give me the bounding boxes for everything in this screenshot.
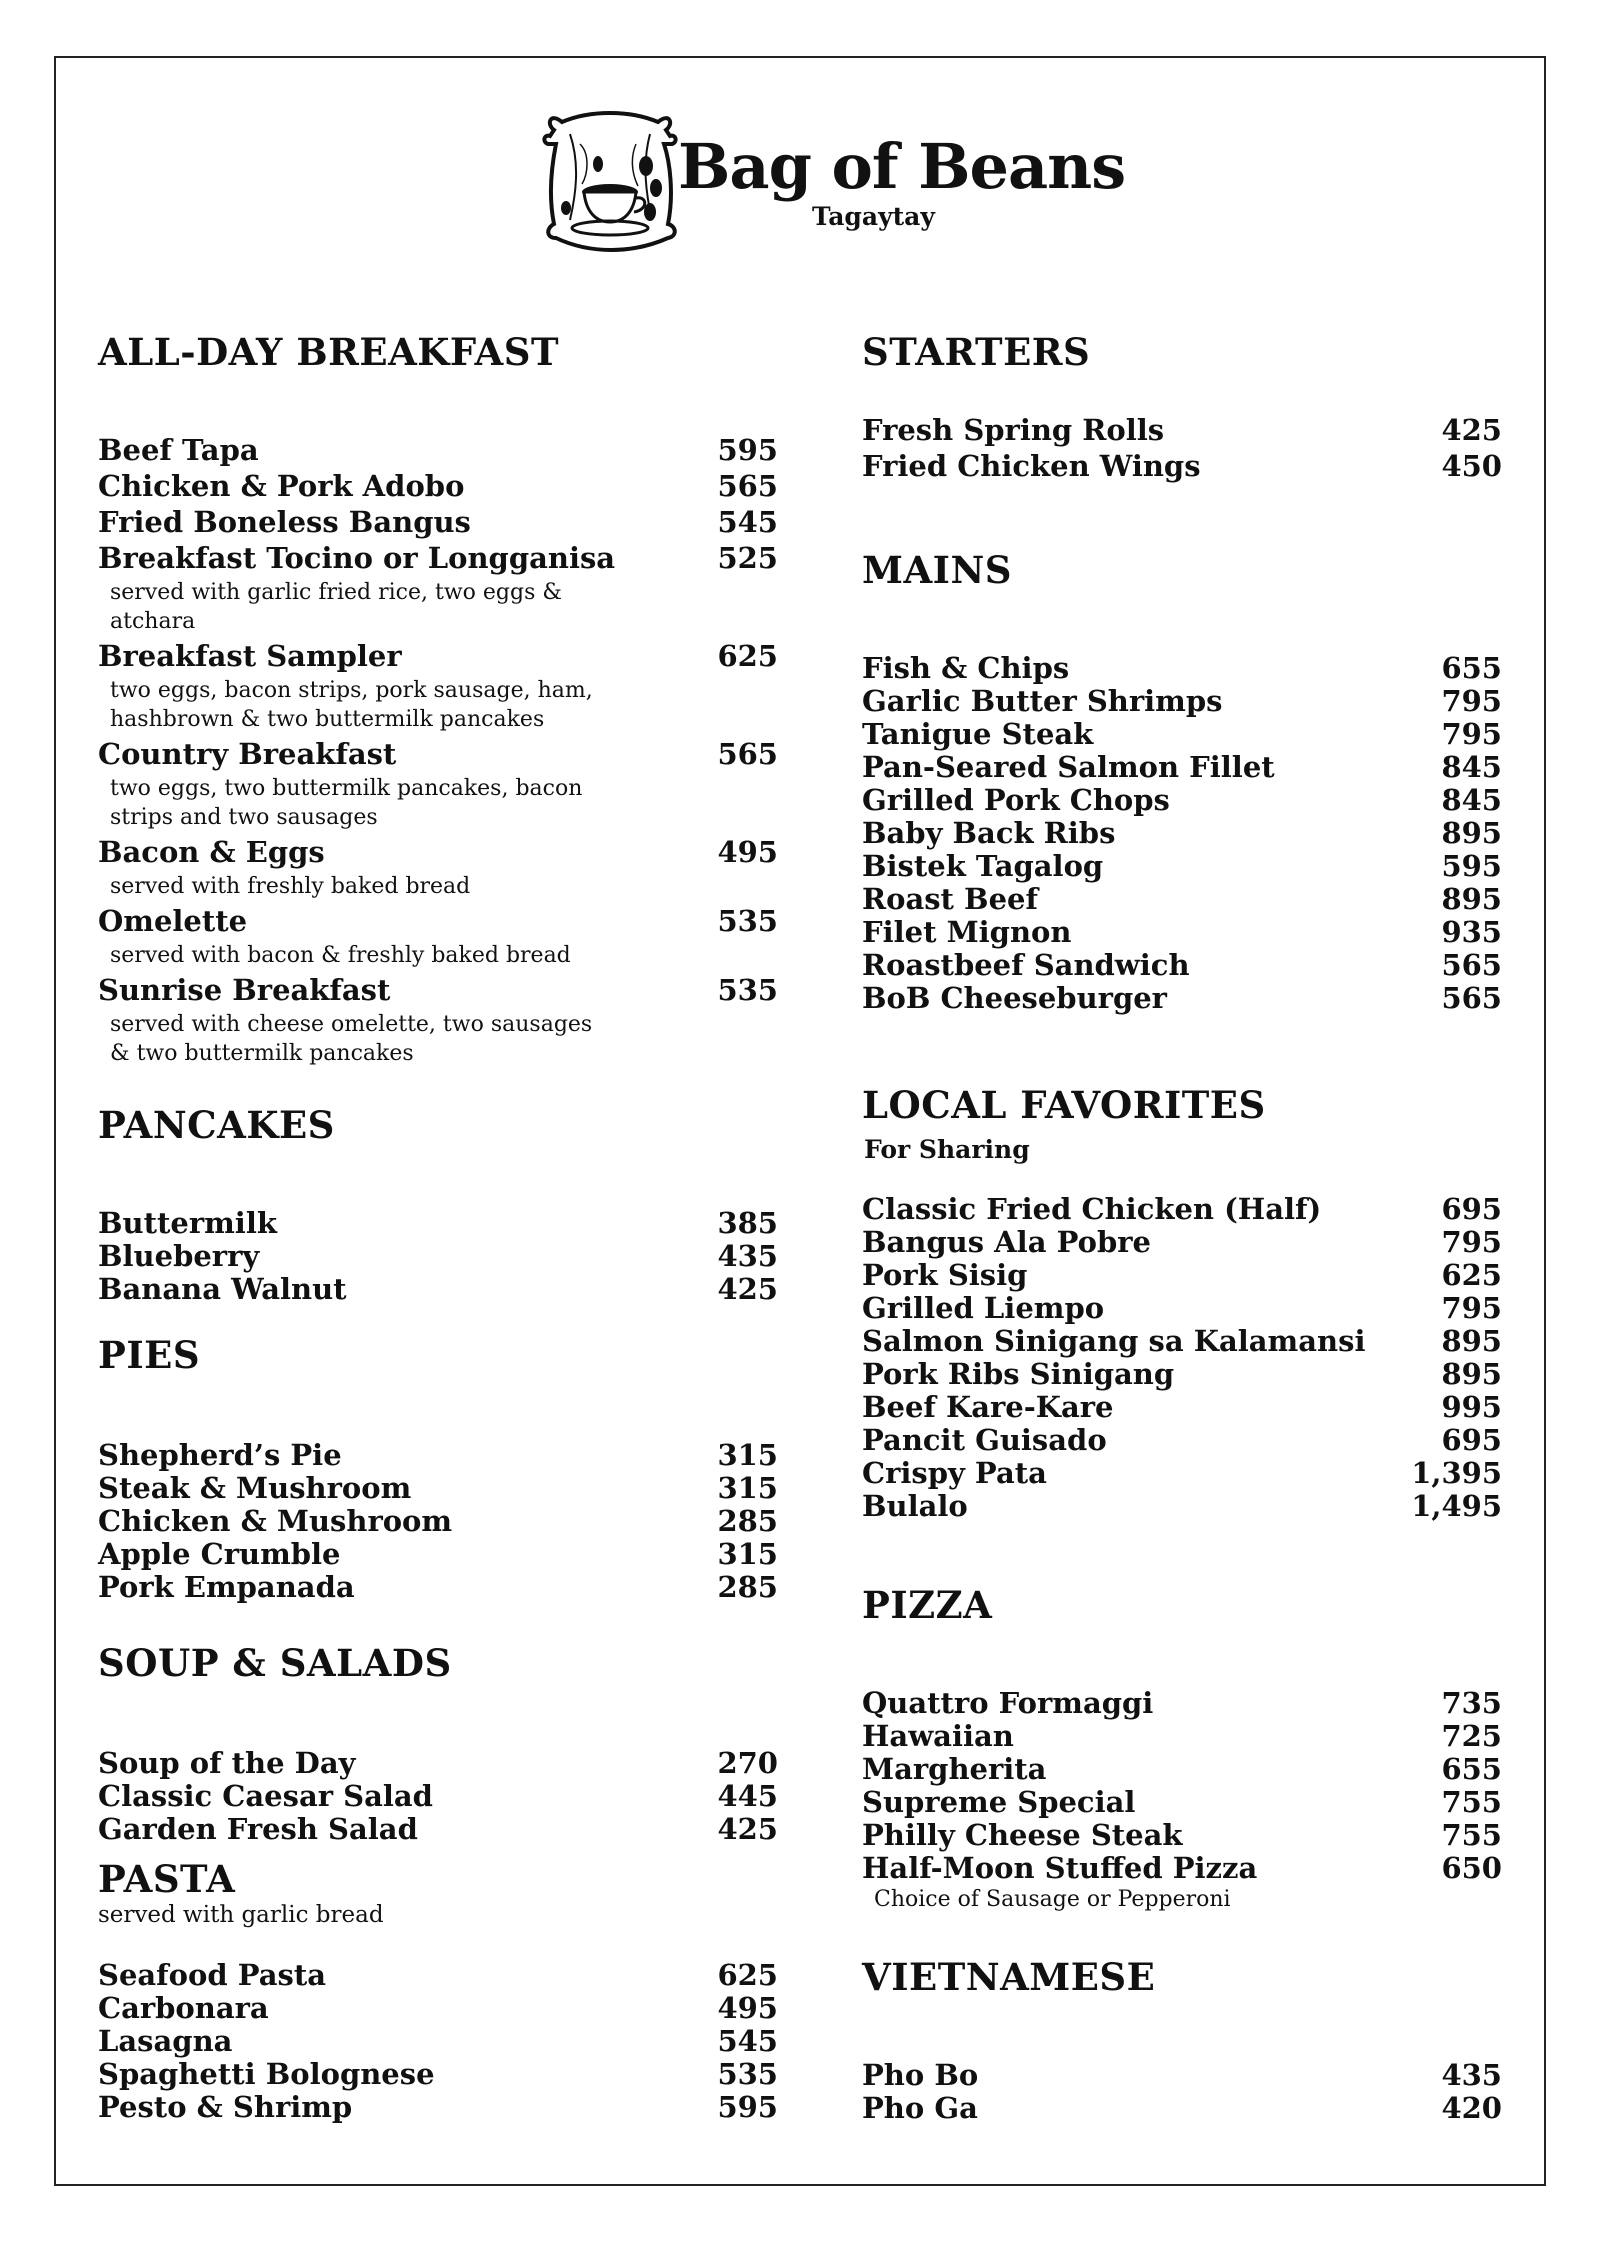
- menu-item: [98, 1780, 778, 1813]
- brand-location: Tagaytay: [812, 202, 935, 231]
- menu-item-name: Pancit Guisado: [862, 1423, 1107, 1457]
- menu-item-row: [862, 949, 1502, 982]
- menu-item-row: [862, 1490, 1502, 1523]
- menu-item-row: [98, 1439, 778, 1472]
- menu-item-price: 845: [1441, 783, 1502, 817]
- menu-item-row: [98, 1505, 778, 1538]
- menu-item: [862, 652, 1502, 685]
- menu-item-name: Garlic Butter Shrimps: [862, 684, 1223, 718]
- menu-item-price: 565: [1441, 948, 1502, 982]
- menu-item-row: [98, 434, 778, 470]
- section-title: LOCAL FAVORITES: [862, 1083, 1266, 1127]
- menu-item-row: [862, 982, 1502, 1015]
- menu-item-row: [98, 640, 778, 676]
- menu-item-price: 795: [1441, 1291, 1502, 1325]
- menu-item: [862, 784, 1502, 817]
- menu-item: [862, 2059, 1502, 2092]
- menu-item-list: [862, 1687, 1502, 1914]
- menu-item-price: 1,495: [1411, 1489, 1502, 1523]
- menu-item-price: 795: [1441, 717, 1502, 751]
- menu-item-price: 1,395: [1411, 1456, 1502, 1490]
- menu-item-name: Crispy Pata: [862, 1456, 1047, 1490]
- menu-item: [862, 1226, 1502, 1259]
- menu-item-price: 650: [1441, 1851, 1502, 1885]
- menu-item-row: [862, 916, 1502, 949]
- menu-item-price: 755: [1441, 1785, 1502, 1819]
- section-pancakes: [98, 1103, 778, 1306]
- menu-item-name: Pork Sisig: [862, 1258, 1028, 1292]
- menu-item-price: 895: [1441, 816, 1502, 850]
- menu-item-row: [98, 1747, 778, 1780]
- menu-item-description: Choice of Sausage or Pepperoni: [874, 1887, 1231, 1912]
- menu-item-price: 845: [1441, 750, 1502, 784]
- menu-item-list: [98, 1207, 778, 1306]
- menu-item-row: [862, 1424, 1502, 1457]
- menu-item-row: [862, 1687, 1502, 1720]
- section-subtitle: For Sharing: [864, 1135, 1030, 1164]
- menu-item-row: [862, 1358, 1502, 1391]
- menu-item: [98, 2025, 778, 2058]
- menu-item-row: [98, 506, 778, 542]
- section-title: ALL-DAY BREAKFAST: [98, 330, 559, 374]
- menu-item: [862, 916, 1502, 949]
- menu-item-price: 525: [717, 541, 778, 575]
- menu-item-row: [98, 2058, 778, 2091]
- menu-item-price: 435: [1441, 2058, 1502, 2092]
- section-local-favorites: [862, 1083, 1502, 1523]
- menu-item-name: BoB Cheeseburger: [862, 981, 1167, 1015]
- menu-item-row: [862, 1819, 1502, 1852]
- menu-item: [98, 1747, 778, 1780]
- menu-item: [862, 1687, 1502, 1720]
- menu-item-row: [98, 1959, 778, 1992]
- menu-item-row: [862, 1325, 1502, 1358]
- menu-item: [862, 1424, 1502, 1457]
- menu-item-row: [98, 738, 778, 774]
- menu-item: [862, 1720, 1502, 1753]
- menu-item-list: [862, 414, 1502, 486]
- menu-item-row: [862, 2092, 1502, 2125]
- section-title: PASTA: [98, 1857, 236, 1901]
- menu-item: [862, 1259, 1502, 1292]
- menu-item-price: 625: [717, 639, 778, 673]
- menu-item-list: [862, 2059, 1502, 2125]
- section-all-day-breakfast: [98, 330, 778, 1072]
- menu-item: [98, 738, 778, 832]
- menu-item: [862, 1358, 1502, 1391]
- menu-item: [98, 905, 778, 970]
- menu-item: [862, 1457, 1502, 1490]
- menu-item-row: [98, 974, 778, 1010]
- menu-item-name: Omelette: [98, 904, 248, 938]
- menu-item-name: Classic Caesar Salad: [98, 1779, 433, 1813]
- menu-item-description: served with cheese omelette, two sausages & two buttermilk pancakes: [110, 1012, 593, 1066]
- section-subtitle: served with garlic bread: [98, 1902, 384, 1928]
- menu-item-price: 595: [717, 433, 778, 467]
- menu-item: [98, 2091, 778, 2124]
- section-starters: [862, 330, 1502, 486]
- section-title: PIZZA: [862, 1583, 993, 1627]
- menu-item-price: 565: [1441, 981, 1502, 1015]
- menu-item-row: [862, 718, 1502, 751]
- section-title: STARTERS: [862, 330, 1091, 374]
- menu-item-price: 625: [1441, 1258, 1502, 1292]
- menu-item-name: Pho Bo: [862, 2058, 979, 2092]
- menu-item: [98, 1505, 778, 1538]
- menu-item-price: 435: [717, 1239, 778, 1273]
- menu-item: [862, 1490, 1502, 1523]
- menu-item: [862, 751, 1502, 784]
- section-pasta: [98, 1857, 778, 2124]
- menu-item: [862, 850, 1502, 883]
- menu-item-row: [862, 652, 1502, 685]
- menu-item-price: 565: [717, 469, 778, 503]
- menu-item-row: [862, 1226, 1502, 1259]
- menu-item-price: 315: [717, 1537, 778, 1571]
- menu-item-name: Pho Ga: [862, 2091, 978, 2125]
- menu-item-list: [98, 1439, 778, 1604]
- menu-item: [862, 718, 1502, 751]
- menu-item: [98, 1472, 778, 1505]
- menu-item-price: 695: [1441, 1192, 1502, 1226]
- menu-item-list: [862, 652, 1502, 1015]
- menu-item: [98, 1571, 778, 1604]
- menu-item-name: Supreme Special: [862, 1785, 1136, 1819]
- menu-item: [98, 2058, 778, 2091]
- menu-item-description: served with garlic fried rice, two eggs & atchara: [110, 580, 562, 634]
- menu-item: [98, 1813, 778, 1846]
- menu-item-name: Tanigue Steak: [862, 717, 1094, 751]
- menu-item-list: [98, 1747, 778, 1846]
- menu-item-row: [98, 1240, 778, 1273]
- menu-item-price: 595: [717, 2090, 778, 2124]
- menu-item-name: Carbonara: [98, 1991, 269, 2025]
- menu-item-row: [862, 751, 1502, 784]
- menu-item-price: 995: [1441, 1390, 1502, 1424]
- menu-item-name: Pork Empanada: [98, 1570, 355, 1604]
- menu-item-row: [862, 883, 1502, 916]
- menu-item-name: Buttermilk: [98, 1206, 277, 1240]
- menu-item: [98, 1538, 778, 1571]
- menu-item-name: Country Breakfast: [98, 737, 397, 771]
- menu-item: [862, 1193, 1502, 1226]
- menu-item-row: [862, 1457, 1502, 1490]
- menu-item: [862, 1325, 1502, 1358]
- menu-item-description: served with freshly baked bread: [110, 874, 471, 899]
- menu-item-name: Grilled Pork Chops: [862, 783, 1170, 817]
- brand-header: [540, 100, 1126, 270]
- menu-item: [98, 836, 778, 901]
- menu-item-price: 795: [1441, 684, 1502, 718]
- menu-item-price: 450: [1441, 449, 1502, 483]
- menu-item-row: [862, 1852, 1502, 1885]
- menu-item: [862, 450, 1502, 486]
- menu-item-price: 725: [1441, 1719, 1502, 1753]
- menu-item-price: 445: [717, 1779, 778, 1813]
- menu-item: [98, 1992, 778, 2025]
- menu-item: [862, 1292, 1502, 1325]
- menu-item-list: [98, 1959, 778, 2124]
- menu-item: [98, 1207, 778, 1240]
- menu-item-price: 895: [1441, 882, 1502, 916]
- brand-name: Bag of Beans: [678, 130, 1126, 203]
- menu-item: [98, 640, 778, 734]
- menu-item: [862, 1753, 1502, 1786]
- menu-item-description: served with bacon & freshly baked bread: [110, 943, 571, 968]
- menu-item-price: 535: [717, 2057, 778, 2091]
- menu-item-list: [862, 1193, 1502, 1523]
- section-title: PANCAKES: [98, 1103, 335, 1147]
- menu-item-name: Apple Crumble: [98, 1537, 341, 1571]
- menu-item-name: Garden Fresh Salad: [98, 1812, 418, 1846]
- section-title: SOUP & SALADS: [98, 1641, 452, 1685]
- menu-item-price: 545: [717, 505, 778, 539]
- menu-item-price: 495: [717, 835, 778, 869]
- menu-item-name: Classic Fried Chicken (Half): [862, 1192, 1322, 1226]
- menu-item-name: Sunrise Breakfast: [98, 973, 391, 1007]
- menu-item-row: [98, 836, 778, 872]
- menu-item-price: 535: [717, 904, 778, 938]
- menu-item: [862, 1391, 1502, 1424]
- menu-item-price: 895: [1441, 1324, 1502, 1358]
- menu-item-row: [862, 1753, 1502, 1786]
- menu-item-price: 795: [1441, 1225, 1502, 1259]
- menu-item-description: two eggs, bacon strips, pork sausage, ham, hashbrown & two buttermilk pancakes: [110, 678, 593, 732]
- menu-item-price: 425: [717, 1272, 778, 1306]
- menu-item-list: [98, 434, 778, 1068]
- menu-item-price: 755: [1441, 1818, 1502, 1852]
- menu-item-row: [862, 685, 1502, 718]
- menu-item-name: Banana Walnut: [98, 1272, 347, 1306]
- menu-item-name: Lasagna: [98, 2024, 233, 2058]
- menu-item-name: Salmon Sinigang sa Kalamansi: [862, 1324, 1366, 1358]
- menu-item-row: [98, 1780, 778, 1813]
- menu-item-row: [98, 1571, 778, 1604]
- menu-item-row: [98, 470, 778, 506]
- menu-item: [862, 982, 1502, 1015]
- menu-item-row: [862, 414, 1502, 450]
- menu-item-name: Pan-Seared Salmon Fillet: [862, 750, 1275, 784]
- menu-item-name: Shepherd’s Pie: [98, 1438, 342, 1472]
- menu-item-price: 315: [717, 1471, 778, 1505]
- section-soup-salads: [98, 1641, 778, 1846]
- menu-item-name: Bistek Tagalog: [862, 849, 1104, 883]
- menu-item-name: Bacon & Eggs: [98, 835, 325, 869]
- menu-item: [862, 817, 1502, 850]
- menu-item-row: [862, 784, 1502, 817]
- menu-item-name: Fried Boneless Bangus: [98, 505, 471, 539]
- menu-item: [98, 506, 778, 542]
- menu-item-name: Beef Kare-Kare: [862, 1390, 1114, 1424]
- menu-item-price: 285: [717, 1570, 778, 1604]
- menu-item-row: [98, 1813, 778, 1846]
- menu-item-description: two eggs, two buttermilk pancakes, bacon strips and two sausages: [110, 776, 583, 830]
- menu-item-price: 545: [717, 2024, 778, 2058]
- menu-item-name: Fried Chicken Wings: [862, 449, 1201, 483]
- menu-item-row: [98, 1207, 778, 1240]
- menu-item-name: Margherita: [862, 1752, 1047, 1786]
- menu-item-name: Spaghetti Bolognese: [98, 2057, 435, 2091]
- section-title: VIETNAMESE: [862, 1955, 1156, 1999]
- menu-item-row: [862, 2059, 1502, 2092]
- menu-item-price: 385: [717, 1206, 778, 1240]
- menu-item: [98, 1240, 778, 1273]
- menu-item: [98, 434, 778, 470]
- menu-item-name: Grilled Liempo: [862, 1291, 1105, 1325]
- menu-item: [862, 685, 1502, 718]
- section-pies: [98, 1333, 778, 1604]
- menu-item: [98, 470, 778, 506]
- menu-item-row: [98, 2091, 778, 2124]
- menu-item: [862, 1786, 1502, 1819]
- menu-item-price: 285: [717, 1504, 778, 1538]
- menu-item-price: 270: [717, 1746, 778, 1780]
- menu-item-name: Filet Mignon: [862, 915, 1072, 949]
- menu-item-price: 735: [1441, 1686, 1502, 1720]
- menu-item: [862, 1852, 1502, 1914]
- section-pizza: [862, 1583, 1502, 1918]
- menu-item-name: Steak & Mushroom: [98, 1471, 412, 1505]
- section-title: PIES: [98, 1333, 201, 1377]
- menu-item-price: 315: [717, 1438, 778, 1472]
- menu-item: [862, 1819, 1502, 1852]
- menu-item-row: [98, 1472, 778, 1505]
- menu-item-name: Hawaiian: [862, 1719, 1014, 1753]
- menu-item: [98, 1439, 778, 1472]
- menu-item-name: Roastbeef Sandwich: [862, 948, 1190, 982]
- menu-item-name: Soup of the Day: [98, 1746, 356, 1780]
- menu-item-name: Fresh Spring Rolls: [862, 413, 1165, 447]
- menu-item-price: 425: [1441, 413, 1502, 447]
- menu-item-name: Seafood Pasta: [98, 1958, 327, 1992]
- menu-item: [98, 1273, 778, 1306]
- menu-item: [862, 2092, 1502, 2125]
- menu-item: [98, 1959, 778, 1992]
- menu-item-name: Pork Ribs Sinigang: [862, 1357, 1175, 1391]
- menu-item-row: [862, 1292, 1502, 1325]
- menu-item-name: Breakfast Tocino or Longganisa: [98, 541, 616, 575]
- menu-item: [98, 974, 778, 1068]
- menu-item-name: Chicken & Pork Adobo: [98, 469, 465, 503]
- menu-item-row: [98, 2025, 778, 2058]
- menu-item-row: [98, 1992, 778, 2025]
- menu-item-price: 695: [1441, 1423, 1502, 1457]
- menu-item: [862, 414, 1502, 450]
- menu-item-name: Beef Tapa: [98, 433, 259, 467]
- menu-item-price: 655: [1441, 651, 1502, 685]
- menu-item-row: [862, 450, 1502, 486]
- menu-item-price: 595: [1441, 849, 1502, 883]
- section-vietnamese: [862, 1955, 1502, 2125]
- menu-item-row: [862, 850, 1502, 883]
- menu-item-price: 495: [717, 1991, 778, 2025]
- menu-item-name: Fish & Chips: [862, 651, 1070, 685]
- section-mains: [862, 548, 1502, 1015]
- menu-item-name: Half-Moon Stuffed Pizza: [862, 1851, 1258, 1885]
- menu-item-price: 655: [1441, 1752, 1502, 1786]
- menu-item-name: Roast Beef: [862, 882, 1038, 916]
- menu-item-name: Breakfast Sampler: [98, 639, 402, 673]
- menu-item-name: Baby Back Ribs: [862, 816, 1116, 850]
- menu-item: [862, 883, 1502, 916]
- menu-item-row: [98, 905, 778, 941]
- menu-item-name: Blueberry: [98, 1239, 260, 1273]
- menu-item-row: [862, 817, 1502, 850]
- menu-item-price: 625: [717, 1958, 778, 1992]
- menu-item-row: [98, 1273, 778, 1306]
- menu-item-row: [862, 1720, 1502, 1753]
- menu-item-row: [862, 1391, 1502, 1424]
- menu-item-price: 935: [1441, 915, 1502, 949]
- menu-item-price: 565: [717, 737, 778, 771]
- menu-item-row: [862, 1193, 1502, 1226]
- menu-item-name: Bangus Ala Pobre: [862, 1225, 1151, 1259]
- menu-item: [862, 949, 1502, 982]
- menu-item-name: Philly Cheese Steak: [862, 1818, 1183, 1852]
- section-title: MAINS: [862, 548, 1013, 592]
- menu-item-price: 895: [1441, 1357, 1502, 1391]
- menu-item-row: [862, 1259, 1502, 1292]
- menu-item-name: Quattro Formaggi: [862, 1686, 1154, 1720]
- menu-item-price: 425: [717, 1812, 778, 1846]
- menu-item-row: [98, 542, 778, 578]
- menu-item-price: 535: [717, 973, 778, 1007]
- menu-item-price: 420: [1441, 2091, 1502, 2125]
- menu-item-row: [98, 1538, 778, 1571]
- menu-item: [98, 542, 778, 636]
- coffee-bag-logo-icon: [540, 104, 680, 260]
- menu-item-name: Pesto & Shrimp: [98, 2090, 353, 2124]
- menu-item-row: [862, 1786, 1502, 1819]
- menu-item-name: Chicken & Mushroom: [98, 1504, 453, 1538]
- menu-item-name: Bulalo: [862, 1489, 968, 1523]
